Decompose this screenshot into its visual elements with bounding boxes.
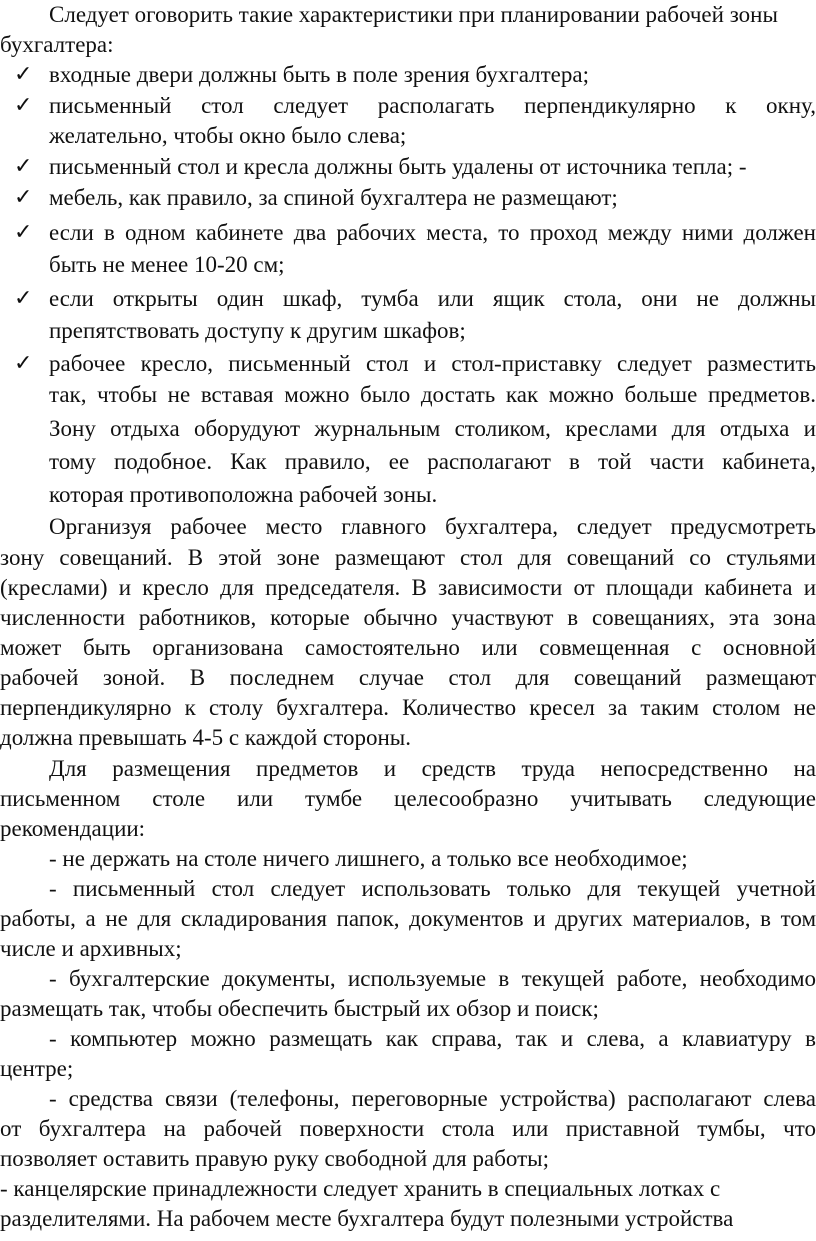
checkmark-icon: ✓ [14,286,33,311]
paragraph-line: Следует оговорить такие характеристики при планировании рабочей зоны [49,2,778,27]
paragraph-line: от бухгалтера на рабочей поверхности стола или приставной тумбы, что [0,1116,816,1141]
bullet-item-line: быть не менее 10-20 см; [49,252,285,277]
bullet-item-line: препятствовать доступу к другим шкафов; [49,318,466,343]
bullet-item-line: рабочее кресло, письменный стол и стол-приставку следует разместить [49,351,816,376]
paragraph-line: перпендикулярно к столу бухгалтера. Количество кресел за таким столом не [0,695,816,720]
paragraph-line: Для размещения предметов и средств труда непосредственно на [49,756,816,781]
paragraph-line: численности работников, которые обычно участвуют в совещаниях, эта зона [0,605,816,630]
paragraph-line: (креслами) и кресло для председателя. В зависимости от площади кабинета и [0,575,816,600]
bullet-item-line: письменный стол следует располагать перпендикулярно к окну, [49,93,816,118]
paragraph-line: письменном столе или тумбе целесообразно учитывать следующие [0,786,816,811]
paragraph-line: разделителями. На рабочем месте бухгалтера будут полезными устройства [0,1206,734,1231]
checkmark-icon: ✓ [14,62,33,87]
paragraph-line: тому подобное. Как правило, ее располагают в той части кабинета, [49,449,816,474]
checkmark-icon: ✓ [14,185,33,210]
paragraph-line: - компьютер можно размещать как справа, так и слева, а клавиатуру в [49,1026,816,1051]
paragraph-line: - канцелярские принадлежности следует хранить в специальных лотках с [0,1176,721,1201]
checkmark-icon: ✓ [14,351,33,376]
checkmark-icon: ✓ [14,220,33,245]
paragraph-line: должна превышать 4-5 с каждой стороны. [0,725,412,750]
paragraph-line: рекомендации: [0,816,146,841]
paragraph-line: центре; [0,1056,74,1081]
checkmark-icon: ✓ [14,154,33,179]
bullet-item-line: желательно, чтобы окно было слева; [49,123,407,148]
checkmark-icon: ✓ [14,93,33,118]
paragraph-line: - письменный стол следует использовать только для текущей учетной [49,876,816,901]
bullet-item-line: входные двери должны быть в поле зрения бухгалтера; [49,62,589,87]
paragraph-line: рабочей зоной. В последнем случае стол для совещаний размещают [0,665,816,690]
paragraph-line: размещать так, чтобы обеспечить быстрый их обзор и поиск; [0,996,599,1021]
paragraph-line: - средства связи (телефоны, переговорные устройства) располагают слева [49,1086,816,1111]
paragraph-line: Зону отдыха оборудуют журнальным столиком, креслами для отдыха и [49,416,816,441]
bullet-item-line: если в одном кабинете два рабочих места, то проход между ними должен [49,220,816,245]
bullet-item-line: мебель, как правило, за спиной бухгалтера не размещают; [49,185,618,210]
paragraph-line: может быть организована самостоятельно или совмещенная с основной [0,635,816,660]
bullet-item-line: письменный стол и кресла должны быть удалены от источника тепла; - [49,154,747,179]
paragraph-line: - бухгалтерские документы, используемые в текущей работе, необходимо [49,966,816,991]
paragraph-line: Организуя рабочее место главного бухгалтера, следует предусмотреть [49,514,816,539]
paragraph-line: которая противоположна рабочей зоны. [49,482,438,507]
bullet-item-line: так, чтобы не вставая можно было достать как можно больше предметов. [49,382,816,407]
paragraph-line: бухгалтера: [0,32,114,57]
paragraph-line: числе и архивных; [0,936,182,961]
paragraph-line: зону совещаний. В этой зоне размещают стол для совещаний со стульями [0,545,816,570]
paragraph-line: - не держать на столе ничего лишнего, а только все необходимое; [49,846,688,871]
paragraph-line: работы, а не для складирования папок, документов и других материалов, в том [0,906,816,931]
bullet-item-line: если открыты один шкаф, тумба или ящик стола, они не должны [49,286,816,311]
paragraph-line: позволяет оставить правую руку свободной для работы; [0,1146,549,1171]
